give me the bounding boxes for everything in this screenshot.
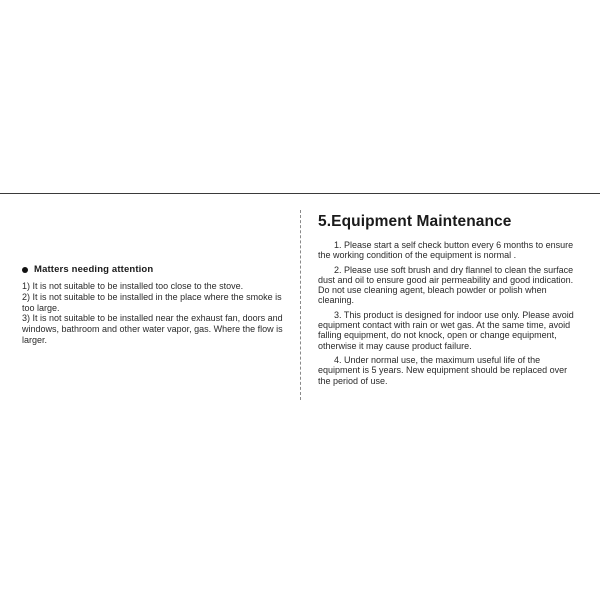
attention-item: 3) It is not suitable to be installed near the exhaust fan, doors and windows, bathroom and other water vapor, gas. Where the flow is larger. bbox=[22, 313, 283, 345]
column-divider bbox=[300, 210, 301, 400]
section-title: 5.Equipment Maintenance bbox=[318, 213, 512, 230]
maintenance-paragraph: 2. Please use soft brush and dry flannel to clean the surface dust and oil to ensure good air permeability and good indication. Do not use cleaning agent, bleach powder or polish when cleaning. bbox=[318, 264, 574, 306]
maintenance-paragraph: 3. This product is designed for indoor use only. Please avoid equipment contact with rain or wet gas. At the same time, avoid falling equipment, do not knock, open or change equipment, otherwise it may cause product failure. bbox=[318, 309, 574, 351]
attention-list bbox=[22, 281, 290, 346]
attention-heading-text: Matters needing attention bbox=[34, 264, 154, 275]
maintenance-paragraph: 1. Please start a self check button every 6 months to ensure the working condition of the equipment is normal . bbox=[318, 240, 574, 261]
maintenance-body bbox=[318, 240, 580, 386]
maintenance-section bbox=[318, 213, 580, 390]
attention-section bbox=[22, 264, 290, 346]
bullet-icon bbox=[22, 267, 28, 273]
attention-heading bbox=[22, 264, 290, 275]
attention-item: 2) It is not suitable to be installed in the place where the smoke is too large. bbox=[22, 291, 282, 313]
attention-item: 1) It is not suitable to be installed too close to the stove. bbox=[22, 281, 244, 291]
maintenance-paragraph: 4. Under normal use, the maximum useful life of the equipment is 5 years. New equipment should be replaced over the period of use. bbox=[318, 354, 568, 386]
